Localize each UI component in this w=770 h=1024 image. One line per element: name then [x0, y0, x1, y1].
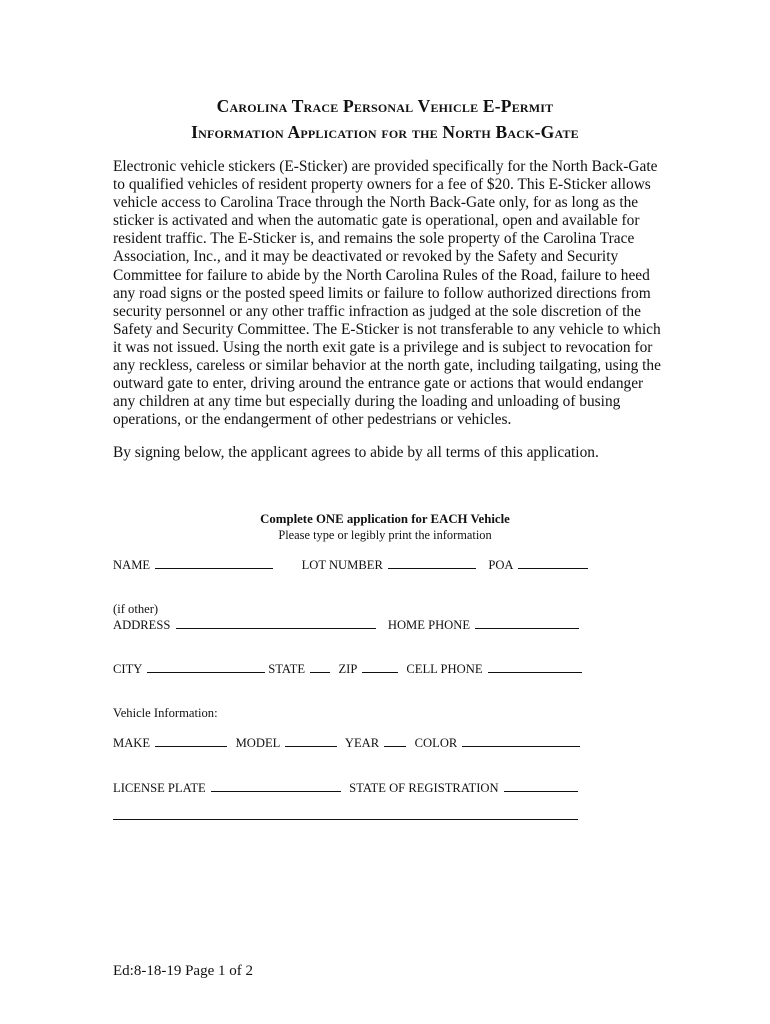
- address-label: ADDRESS: [113, 618, 171, 632]
- cell-phone-label: CELL PHONE: [406, 662, 483, 676]
- license-plate-label: LICENSE PLATE: [113, 781, 206, 795]
- instructions-sub: Please type or legibly print the information: [278, 528, 492, 542]
- lot-number-field[interactable]: [388, 557, 476, 569]
- home-phone-label: HOME PHONE: [387, 618, 471, 632]
- poa-label: POA: [488, 558, 513, 572]
- poa-field[interactable]: [518, 557, 588, 569]
- license-plate-field[interactable]: [211, 780, 341, 792]
- city-state-zip-row: [113, 661, 582, 677]
- signature-line[interactable]: [113, 819, 578, 820]
- lot-number-label: LOT NUMBER: [301, 558, 383, 572]
- address-phone-row: [113, 617, 579, 633]
- cell-phone-field[interactable]: [488, 661, 582, 673]
- make-label: MAKE: [113, 736, 151, 750]
- if-other-note: (if other): [113, 602, 159, 616]
- vehicle-info-heading: Vehicle Information:: [113, 706, 218, 720]
- model-field[interactable]: [285, 735, 337, 747]
- state-of-registration-field[interactable]: [504, 780, 578, 792]
- name-field[interactable]: [155, 557, 273, 569]
- instructions-main: Complete ONE application for EACH Vehicle: [260, 512, 510, 526]
- year-field[interactable]: [384, 735, 406, 747]
- city-field[interactable]: [147, 661, 265, 673]
- name-lot-poa-row: [113, 557, 588, 573]
- name-label: NAME: [113, 558, 151, 572]
- license-plate-row: [113, 780, 578, 796]
- home-phone-field[interactable]: [475, 617, 579, 629]
- zip-label: ZIP: [338, 662, 357, 676]
- model-label: MODEL: [235, 736, 280, 750]
- title-line-2: [0, 120, 770, 144]
- year-label: YEAR: [344, 736, 380, 750]
- state-of-registration-label: STATE OF REGISTRATION: [349, 781, 499, 795]
- color-label: COLOR: [414, 736, 458, 750]
- state-label: STATE: [268, 662, 306, 676]
- title-line-2-text: Information Application for the North Back-Gate: [191, 122, 579, 142]
- make-field[interactable]: [155, 735, 227, 747]
- title-line-1: [0, 94, 770, 118]
- footer-edition: Ed:8-18-19 Page 1 of 2: [113, 963, 253, 979]
- vehicle-details-row: [113, 735, 580, 751]
- title-line-1-text: Carolina Trace Personal Vehicle E-Permit: [216, 96, 554, 116]
- intro-paragraph: Electronic vehicle stickers (E-Sticker) are provided specifically for the North Back-Gate to qualified vehicles of resident property owners for a fee of $20. This E-Sticker allows vehicle access to Carolina Trace through the North Back-Gate only, for as long as the sticker is activated and when the automatic gate is operational, open and available for resident traffic. The E-Sticker is, and remains the sole property of the Carolina Trace Association, Inc., and it may be deactivated or revoked by the Safety and Security Committee for failure to abide by the North Carolina Rules of the Road, failure to heed any road signs or the posted speed limits or failure to follow authorized directions from security personnel or any other traffic infraction as judged at the sole discretion of the Safety and Security Committee. The E-Sticker is not transferable to any vehicle to which it was not issued. Using the north exit gate is a privilege and is subject to revocation for any reckless, careless or similar behavior at the north gate, including tailgating, using the outward gate to enter, driving around the entrance gate or actions that would endanger any children at any time but especially during the loading and unloading of busing operations, or the endangerment of other pedestrians or vehicles.: [113, 158, 661, 429]
- color-field[interactable]: [462, 735, 580, 747]
- address-field[interactable]: [176, 617, 376, 629]
- signing-agreement: By signing below, the applicant agrees to abide by all terms of this application.: [113, 444, 599, 461]
- zip-field[interactable]: [362, 661, 398, 673]
- city-label: CITY: [113, 662, 142, 676]
- state-field[interactable]: [310, 661, 330, 673]
